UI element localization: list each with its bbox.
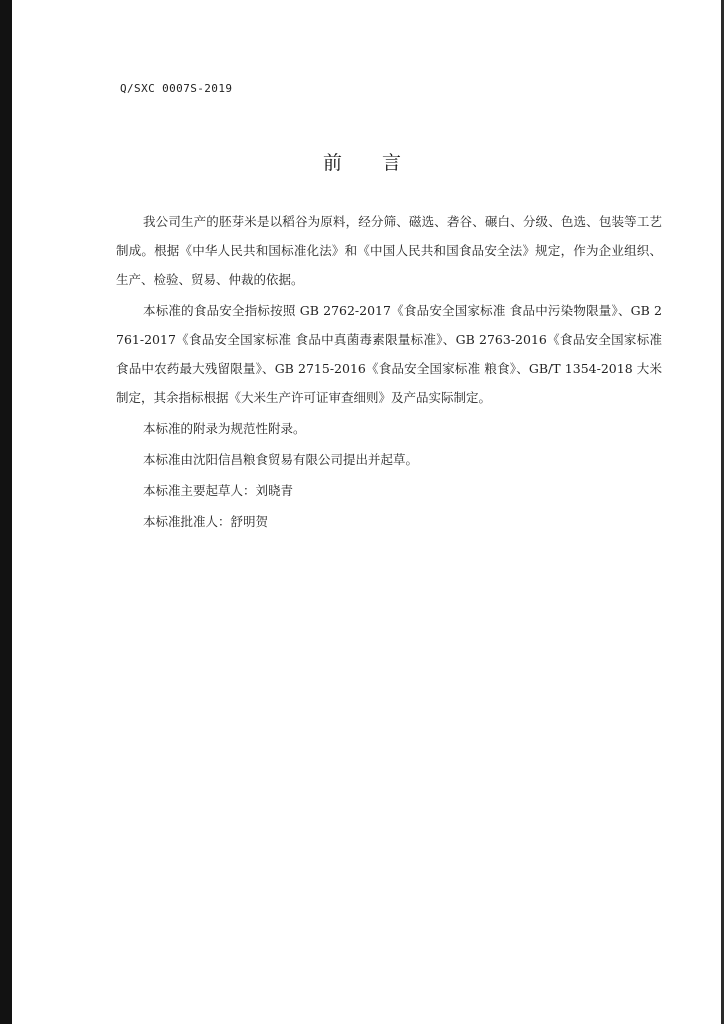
page-title: 前言 [322,152,441,174]
paragraph-appendix: 本标准的附录为规范性附录。 [143,421,306,436]
paragraph-proposer: 本标准由沈阳信昌粮食贸易有限公司提出并起草。 [143,452,419,467]
paragraph-safety-indicators: 本标准的食品安全指标按照 GB 2762-2017《食品安全国家标准 食品中污染物限量》、GB 2761-2017《食品安全国家标准 食品中真菌毒素限量标准》、GB 2763-2016《食品安全国家标准 食品中农药最大残留限量》、GB 2715-2016《食品安全国家标准 粮食》、GB/T 1354-2018 大米制定，其余指标根据《大米生产许可证审查细则》及产品实际制定。 [116,303,662,405]
paragraph-approver: 本标准批准人：舒明贺 [143,514,269,529]
foreword-body [116,207,662,536]
standard-code: Q/SXC 0007S-2019 [120,82,233,95]
paragraph-production: 我公司生产的胚芽米是以稻谷为原料，经分筛、磁选、砻谷、碾白、分级、色选、包装等工艺制成。根据《中华人民共和国标准化法》和《中国人民共和国食品安全法》规定，作为企业组织、生产、检验、贸易、仲裁的依据。 [116,214,662,287]
paragraph-drafter: 本标准主要起草人：刘晓青 [143,483,294,498]
